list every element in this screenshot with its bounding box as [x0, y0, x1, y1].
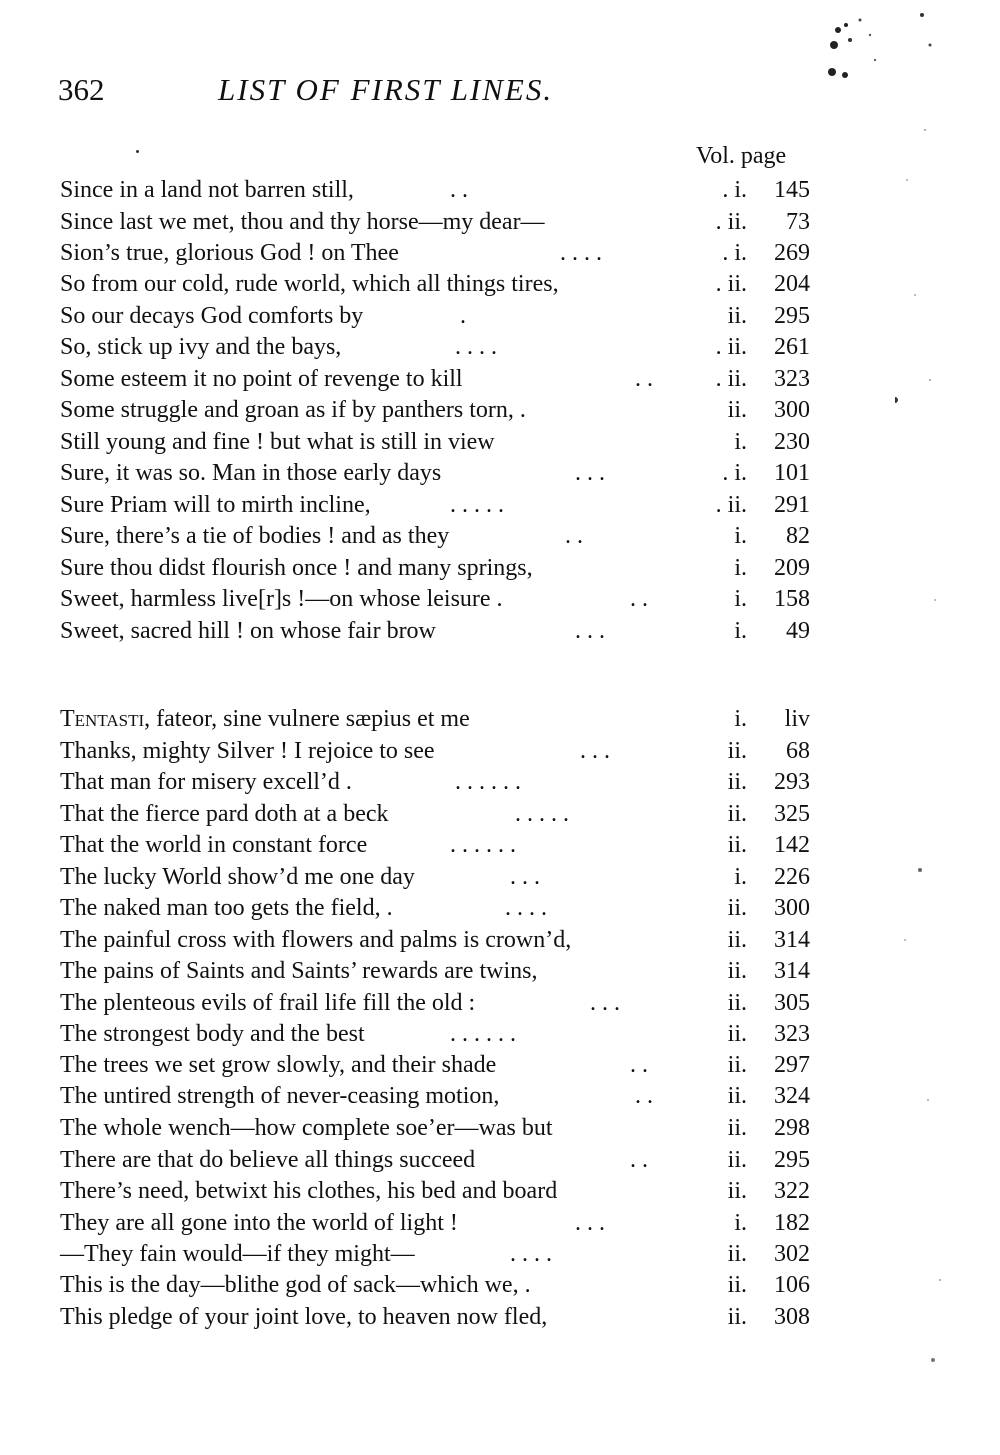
volume-number: i.	[734, 1210, 747, 1236]
list-item	[60, 553, 810, 583]
first-line-text: They are all gone into the world of light !	[60, 1210, 458, 1236]
first-line-text: This pledge of your joint love, to heaven now fled,	[60, 1304, 548, 1330]
list-item	[60, 395, 810, 425]
list-item	[60, 175, 810, 205]
volume-number: i.	[734, 523, 747, 549]
page-number: 302	[774, 1241, 810, 1267]
page-number: 73	[786, 209, 810, 235]
first-line-text: The untired strength of never-ceasing motion,	[60, 1083, 500, 1109]
volume-number: ii.	[727, 303, 747, 329]
leader-dots: . . .	[575, 1210, 605, 1236]
page-number: 314	[774, 927, 810, 953]
volume-number: ii.	[727, 958, 747, 984]
page-number: 324	[774, 1083, 810, 1109]
leader-dots: . . . . .	[450, 492, 504, 518]
list-item	[60, 269, 810, 299]
first-line-text: Some struggle and groan as if by panthers torn, .	[60, 397, 526, 423]
volume-number: ii.	[727, 927, 747, 953]
first-line-text: Tentasti, fateor, sine vulnere sæpius et me	[60, 706, 470, 732]
volume-number: i.	[734, 618, 747, 644]
first-line-text: The painful cross with flowers and palms is crown’d,	[60, 927, 572, 953]
volume-number: i.	[734, 555, 747, 581]
list-item	[60, 799, 810, 829]
page-number: 314	[774, 958, 810, 984]
first-line-text: Sweet, sacred hill ! on whose fair brow	[60, 618, 436, 644]
small-caps-first-word: Tentasti	[60, 706, 145, 732]
list-item	[60, 490, 810, 520]
page-number: liv	[784, 706, 810, 732]
list-item	[60, 830, 810, 860]
leader-dots: .	[460, 303, 466, 329]
leader-dots: . .	[630, 1052, 648, 1078]
page-number: 49	[786, 618, 810, 644]
first-line-text: So, stick up ivy and the bays,	[60, 334, 342, 360]
page-number: 226	[774, 864, 810, 890]
page-edge-specks-decoration	[895, 100, 955, 1400]
page-number: 204	[774, 271, 810, 297]
volume-number: . ii.	[715, 366, 747, 392]
list-item	[60, 956, 810, 986]
leader-dots: . .	[565, 523, 583, 549]
list-item	[60, 1113, 810, 1143]
first-line-text: There’s need, betwixt his clothes, his bed and board	[60, 1178, 558, 1204]
volume-number: ii.	[727, 769, 747, 795]
volume-number: i.	[734, 586, 747, 612]
leader-dots: . . . .	[510, 1241, 552, 1267]
leader-dots: . .	[635, 1083, 653, 1109]
vol-page-column-header: Vol. page	[696, 143, 787, 169]
first-line-text: Since last we met, thou and thy horse—my dear—	[60, 209, 545, 235]
page-number: 269	[774, 240, 810, 266]
volume-number: . ii.	[715, 492, 747, 518]
first-line-text: Still young and fine ! but what is still in view	[60, 429, 495, 455]
volume-number: i.	[734, 706, 747, 732]
first-line-text: So our decays God comforts by	[60, 303, 364, 329]
page-number: 101	[774, 460, 810, 486]
leader-dots: . . . .	[455, 334, 497, 360]
volume-number: ii.	[727, 1178, 747, 1204]
running-title: LIST OF FIRST LINES.	[218, 72, 554, 107]
first-line-text: That the fierce pard doth at a beck	[60, 801, 389, 827]
volume-number: ii.	[727, 1241, 747, 1267]
page-number: 142	[774, 832, 810, 858]
list-item	[60, 1050, 810, 1080]
page-number: 182	[774, 1210, 810, 1236]
page-number: 298	[774, 1115, 810, 1141]
page-header	[58, 72, 758, 112]
volume-number: . i.	[722, 460, 747, 486]
first-line-text: The trees we set grow slowly, and their shade	[60, 1052, 497, 1078]
list-item	[60, 458, 810, 488]
list-item	[60, 1208, 810, 1238]
first-line-text: The pains of Saints and Saints’ rewards are twins,	[60, 958, 538, 984]
list-item	[60, 1239, 810, 1269]
page-number: 295	[774, 1147, 810, 1173]
page-number: 323	[774, 1021, 810, 1047]
leader-dots: . . . . .	[515, 801, 569, 827]
list-item	[60, 893, 810, 923]
volume-number: ii.	[727, 832, 747, 858]
first-line-text: Sure, there’s a tie of bodies ! and as they	[60, 523, 450, 549]
list-item	[60, 925, 810, 955]
page-number: 297	[774, 1052, 810, 1078]
list-item	[60, 1145, 810, 1175]
page-number: 106	[774, 1272, 810, 1298]
list-item	[60, 1270, 810, 1300]
volume-number: ii.	[727, 895, 747, 921]
leader-dots: . . .	[590, 990, 620, 1016]
page-number: 293	[774, 769, 810, 795]
page-number: 322	[774, 1178, 810, 1204]
list-item	[60, 332, 810, 362]
leader-dots: . . .	[510, 864, 540, 890]
page-number: 261	[774, 334, 810, 360]
leader-dots: . . . .	[560, 240, 602, 266]
first-line-text: —They fain would—if they might—	[60, 1241, 415, 1267]
first-line-text: So from our cold, rude world, which all things tires,	[60, 271, 559, 297]
page-number: 230	[774, 429, 810, 455]
page-number: 209	[774, 555, 810, 581]
first-line-text: There are that do believe all things succeed	[60, 1147, 476, 1173]
page-number: 145	[774, 177, 810, 203]
list-item	[60, 1081, 810, 1111]
volume-number: . ii.	[715, 334, 747, 360]
leader-dots: . .	[630, 586, 648, 612]
page-number: 323	[774, 366, 810, 392]
list-item	[60, 988, 810, 1018]
volume-number: . i.	[722, 177, 747, 203]
first-line-text: Sure Priam will to mirth incline,	[60, 492, 371, 518]
list-item	[60, 862, 810, 892]
list-item	[60, 1302, 810, 1332]
first-line-text: This is the day—blithe god of sack—which we, .	[60, 1272, 531, 1298]
first-line-text: The lucky World show’d me one day	[60, 864, 415, 890]
page-number: 295	[774, 303, 810, 329]
volume-number: ii.	[727, 1083, 747, 1109]
first-line-text: The plenteous evils of frail life fill the old :	[60, 990, 476, 1016]
volume-number: i.	[734, 864, 747, 890]
first-line-text: Since in a land not barren still,	[60, 177, 354, 203]
volume-number: ii.	[727, 1115, 747, 1141]
leader-dots: . . .	[580, 738, 610, 764]
volume-number: . ii.	[715, 209, 747, 235]
page-number: 300	[774, 397, 810, 423]
leader-dots: . . . . . .	[450, 1021, 516, 1047]
list-item	[60, 767, 810, 797]
page-number: 158	[774, 586, 810, 612]
leader-dots: . . . . . .	[455, 769, 521, 795]
volume-number: ii.	[727, 1304, 747, 1330]
page-number: 325	[774, 801, 810, 827]
volume-number: ii.	[727, 397, 747, 423]
first-line-text: Sure thou didst flourish once ! and many springs,	[60, 555, 533, 581]
volume-number: i.	[734, 429, 747, 455]
list-item	[60, 704, 810, 734]
list-item	[60, 238, 810, 268]
page-number: 362	[58, 72, 105, 107]
first-line-text: Some esteem it no point of revenge to kill	[60, 366, 463, 392]
list-item	[60, 616, 810, 646]
volume-number: ii.	[727, 990, 747, 1016]
list-item	[60, 1019, 810, 1049]
first-line-text: Sweet, harmless live[r]s !—on whose leisure .	[60, 586, 503, 612]
page-number: 305	[774, 990, 810, 1016]
list-item	[60, 736, 810, 766]
first-line-text: That the world in constant force	[60, 832, 368, 858]
stray-ink-dot	[136, 150, 139, 153]
first-line-text: Sion’s true, glorious God ! on Thee	[60, 240, 399, 266]
volume-number: . ii.	[715, 271, 747, 297]
volume-number: ii.	[727, 1052, 747, 1078]
list-item	[60, 427, 810, 457]
list-item	[60, 521, 810, 551]
volume-number: ii.	[727, 738, 747, 764]
leader-dots: . .	[635, 366, 653, 392]
leader-dots: . . . .	[505, 895, 547, 921]
volume-number: ii.	[727, 1147, 747, 1173]
volume-number: ii.	[727, 801, 747, 827]
first-line-text: The whole wench—how complete soe’er—was but	[60, 1115, 553, 1141]
leader-dots: . .	[450, 177, 468, 203]
list-item	[60, 207, 810, 237]
page-number: 291	[774, 492, 810, 518]
volume-number: ii.	[727, 1021, 747, 1047]
leader-dots: . . .	[575, 460, 605, 486]
list-item	[60, 364, 810, 394]
list-item	[60, 584, 810, 614]
page-number: 82	[786, 523, 810, 549]
volume-number: . i.	[722, 240, 747, 266]
first-line-text: The strongest body and the best	[60, 1021, 365, 1047]
list-item	[60, 301, 810, 331]
first-line-text: That man for misery excell’d .	[60, 769, 352, 795]
first-line-text: The naked man too gets the field, .	[60, 895, 393, 921]
first-line-text: Sure, it was so. Man in those early days	[60, 460, 442, 486]
page-number: 308	[774, 1304, 810, 1330]
list-item	[60, 1176, 810, 1206]
leader-dots: . . . . . .	[450, 832, 516, 858]
page-number: 300	[774, 895, 810, 921]
first-line-text: Thanks, mighty Silver ! I rejoice to see	[60, 738, 435, 764]
leader-dots: . . .	[575, 618, 605, 644]
volume-number: ii.	[727, 1272, 747, 1298]
page-number: 68	[786, 738, 810, 764]
leader-dots: . .	[630, 1147, 648, 1173]
